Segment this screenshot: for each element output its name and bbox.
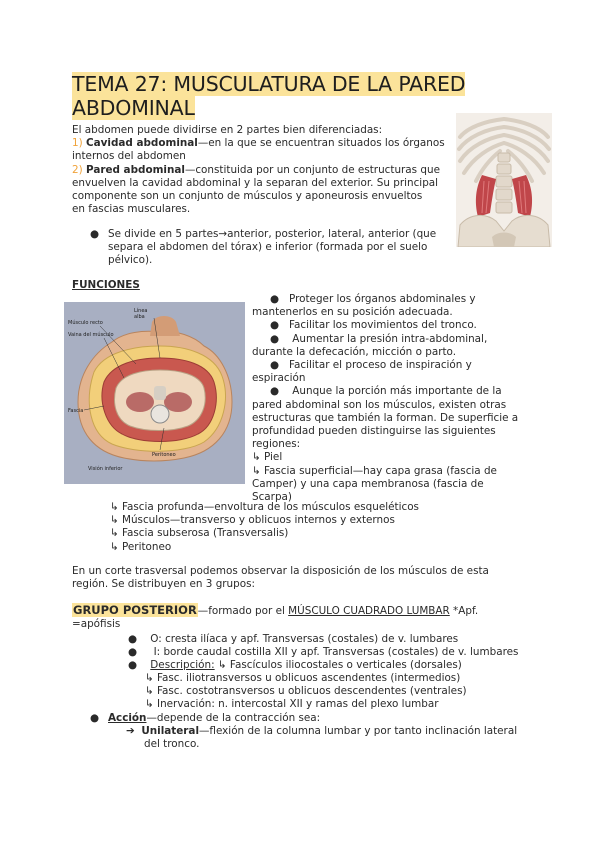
regions-continued bbox=[110, 501, 530, 554]
title-line-2: ABDOMINAL bbox=[72, 96, 195, 120]
region-fascia-superficial: ↳ Fascia superficial—hay capa grasa (fascia de bbox=[252, 464, 497, 477]
region-peritoneo: ↳ Peritoneo bbox=[110, 540, 172, 553]
item-2-number: 2) bbox=[72, 163, 83, 176]
figure-label-alba: alba bbox=[134, 314, 145, 320]
funcion-5-b: pared abdominal son los músculos, existen otras bbox=[252, 398, 507, 411]
figure-label-linea: Línea bbox=[134, 308, 148, 314]
item-2-rest-b: envuelven la cavidad abdominal y la separan del exterior. Su principal bbox=[72, 176, 439, 189]
unilateral-line-2: del tronco. bbox=[144, 738, 200, 751]
item-2-rest-d: en fascias musculares. bbox=[72, 203, 191, 216]
region-piel: ↳ Piel bbox=[252, 451, 283, 464]
desc-costotransversos: ↳ Fasc. costotransversos u oblicuos descendentes (ventrales) bbox=[145, 685, 467, 698]
bullet-dot: ● bbox=[90, 228, 100, 240]
funcion-3: ● Aumentar la presión intra-abdominal, bbox=[270, 332, 488, 345]
funcion-5: ● Aunque la porción más importante de la bbox=[270, 385, 502, 398]
item-1-term: Cavidad abdominal bbox=[85, 137, 198, 150]
page-title bbox=[72, 72, 492, 120]
funciones-heading: FUNCIONES bbox=[72, 279, 140, 291]
funcion-5-e: regiones: bbox=[252, 438, 301, 451]
item-1-number: 1) bbox=[72, 137, 83, 150]
grupo-posterior-line: GRUPO POSTERIOR—formado por el MÚSCULO CUADRADO LUMBAR *Apf. bbox=[73, 603, 479, 617]
desc-inervacion: ↳ Inervación: n. intercostal XII y ramas del plexo lumbar bbox=[145, 698, 439, 711]
descripcion-item: ● Descripción: ↳ Fascículos iliocostales o verticales (dorsales) bbox=[128, 659, 462, 672]
transverse-section-figure bbox=[64, 302, 245, 484]
grupo-posterior-heading: GRUPO POSTERIOR bbox=[73, 603, 197, 617]
funcion-1-b: mantenerlos en su posición adecuada. bbox=[252, 306, 453, 319]
funcion-5-d: profundidad pueden distinguirse las siguientes bbox=[252, 425, 496, 438]
funcion-3-b: durante la defecación, micción o parto. bbox=[252, 345, 457, 358]
apofisis-note: =apófisis bbox=[72, 618, 121, 631]
division-line-3: pélvico). bbox=[108, 254, 153, 267]
funcion-1: ● Proteger los órganos abdominales y bbox=[270, 293, 476, 305]
item-2-rest-c: componente son un conjunto de músculos y aponeurosis envueltos bbox=[72, 190, 423, 203]
funcion-4-b: espiración bbox=[252, 372, 306, 385]
region-fascia-subserosa: ↳ Fascia subserosa (Transversalis) bbox=[110, 527, 289, 540]
corte-paragraph bbox=[72, 565, 512, 591]
title-line-1: TEMA 27: MUSCULATURA DE LA PARED bbox=[72, 72, 466, 96]
descripcion-sublist bbox=[145, 672, 525, 712]
unilateral-item: ➔ Unilateral—flexión de la columna lumbar y por tanto inclinación lateral del tronco. bbox=[126, 725, 526, 751]
accion-item: ● Acción—depende de la contracción sea: bbox=[90, 712, 321, 724]
figure-label-vision: Visión inferior bbox=[88, 466, 123, 472]
desc-iliotransversos: ↳ Fasc. iliotransversos u oblicuos ascendentes (intermedios) bbox=[145, 672, 461, 684]
insertion-item: ● I: borde caudal costilla XII y apf. Transversas (costales) de v. lumbares bbox=[128, 646, 519, 659]
cuadrado-lumbar-term: MÚSCULO CUADRADO LUMBAR bbox=[288, 605, 450, 617]
corte-line-2: región. Se distribuyen en 3 grupos: bbox=[72, 578, 256, 591]
item-2-rest: —constituida por un conjunto de estructuras que bbox=[184, 163, 440, 176]
item-2-term: Pared abdominal bbox=[85, 163, 185, 176]
figure-label-peritoneo: Peritoneo bbox=[152, 452, 176, 458]
abdominal-muscle-illustration bbox=[456, 113, 552, 247]
accion-label: Acción bbox=[108, 712, 147, 724]
figure-label-fascia: Fascia bbox=[68, 408, 84, 414]
region-musculos: ↳ Músculos—transverso y oblicuos internos y externos bbox=[110, 514, 395, 527]
arrow-icon: ➔ bbox=[126, 725, 135, 737]
unilateral-label: Unilateral bbox=[141, 725, 200, 737]
division-line-2: separa el abdomen del tórax) e inferior (formada por el suelo bbox=[108, 241, 428, 254]
figure-label-recto: Músculo recto bbox=[68, 320, 103, 326]
intro-item-1 bbox=[72, 137, 452, 163]
funciones-list bbox=[252, 293, 524, 504]
region-fascia-superficial-c: Scarpa) bbox=[252, 491, 292, 504]
intro-line: El abdomen puede dividirse en 2 partes bien diferenciadas: bbox=[72, 124, 383, 136]
division-bullet bbox=[90, 228, 450, 268]
figure-label-vaina: Vaina del músculo bbox=[68, 332, 114, 338]
funcion-5-c: estructuras que también la forman. De superficie a bbox=[252, 411, 519, 424]
origin-insertion-list bbox=[128, 633, 528, 673]
funcion-4: ● Facilitar el proceso de inspiración y bbox=[270, 359, 472, 372]
region-fascia-superficial-b: Camper) y una capa membranosa (fascia de bbox=[252, 477, 484, 490]
corte-line-1: En un corte trasversal podemos observar la disposición de los músculos de esta bbox=[72, 565, 489, 577]
item-1-rest: —en la que se encuentran situados los órganos bbox=[197, 137, 445, 150]
funcion-2: ● Facilitar los movimientos del tronco. bbox=[270, 319, 477, 332]
region-fascia-profunda: ↳ Fascia profunda—envoltura de los músculos esqueléticos bbox=[110, 501, 419, 513]
grupo-posterior-section bbox=[72, 604, 522, 631]
division-line-1: Se divide en 5 partes→anterior, posterior, lateral, anterior (que bbox=[108, 228, 437, 240]
intro-item-2 bbox=[72, 164, 452, 217]
intro-section bbox=[72, 124, 452, 216]
origin-item: ● O: cresta ilíaca y apf. Transversas (costales) de v. lumbares bbox=[128, 633, 459, 645]
item-1-rest-b: internos del abdomen bbox=[72, 150, 186, 163]
